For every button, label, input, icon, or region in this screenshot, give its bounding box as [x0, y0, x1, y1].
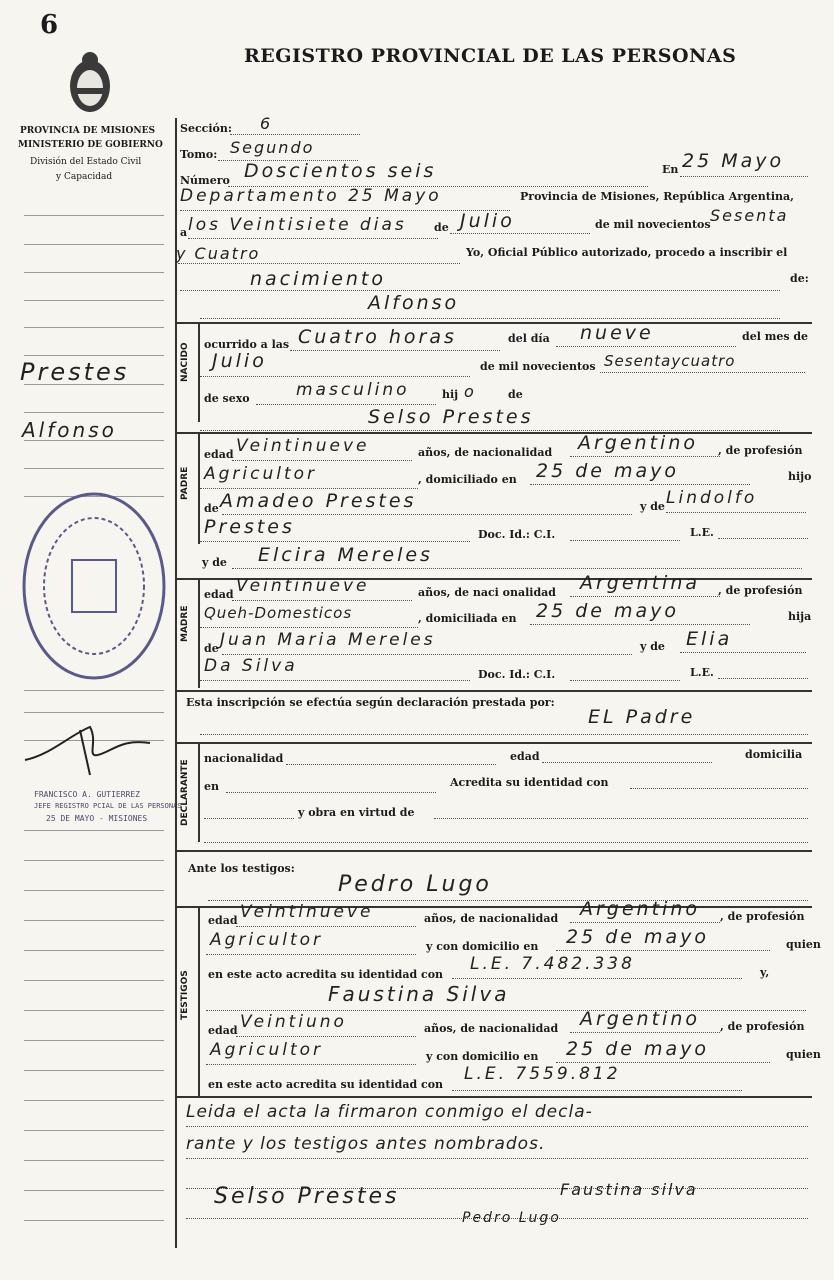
- firma-padre: Selso Prestes: [214, 1184, 400, 1209]
- padre-le-label: L.E.: [690, 526, 714, 539]
- t2-prof-value: Agricultor: [210, 1040, 324, 1060]
- madre-edad-label: edad: [204, 588, 234, 601]
- de-label: de: [434, 221, 449, 234]
- madre-nac-label: años, de naci onalidad: [418, 586, 556, 599]
- madre-prof-label: , de profesión: [718, 584, 803, 597]
- del-mes-label: del mes de: [742, 330, 809, 343]
- madre-value: Elcira Mereles: [258, 544, 433, 566]
- madre-de-label: de: [204, 642, 219, 655]
- madre-padre-value: Juan Maria Mereles: [220, 630, 436, 650]
- lectura-line-1: Leida el acta la firmaron conmigo el decla-: [186, 1102, 593, 1122]
- t1-dom-value: 25 de mayo: [566, 926, 710, 948]
- firma-testigo-1: Pedro Lugo: [462, 1210, 561, 1226]
- padre-nac-value: Argentino: [578, 432, 698, 454]
- t2-prof-label: , de profesión: [720, 1020, 805, 1033]
- madre-dom-label: , domiciliada en: [418, 612, 517, 625]
- madre-dom-value: 25 de mayo: [536, 600, 680, 622]
- section-label-nacido: NACIDO: [180, 342, 190, 382]
- t1-nac-label: años, de nacionalidad: [424, 912, 559, 925]
- ocurrido-label: ocurrido a las: [204, 338, 290, 351]
- ministry-label: MINISTERIO DE GOBIERNO: [18, 140, 163, 150]
- t2-edad-label: edad: [208, 1024, 238, 1037]
- padre-madre-value: Lindolfo: [666, 488, 758, 508]
- padre-hijo-label: hijo: [788, 470, 812, 483]
- sexo-label: de sexo: [204, 392, 250, 405]
- t2-nac-label: años, de nacionalidad: [424, 1022, 559, 1035]
- t2-acredita-label: en este acto acredita su identidad con: [208, 1078, 444, 1091]
- acto-value: nacimiento: [250, 268, 387, 290]
- document-title: REGISTRO PROVINCIAL DE LAS PERSONAS: [244, 45, 737, 67]
- departamento-value: Departamento 25 Mayo: [180, 186, 442, 206]
- section-label-padre: PADRE: [180, 466, 190, 500]
- madre-doc-label: Doc. Id.: C.I.: [478, 668, 556, 681]
- en-declarante-label: en: [204, 780, 219, 793]
- lectura-line-2: rante y los testigos antes nombrados.: [186, 1134, 546, 1154]
- anio-b-value: y Cuatro: [176, 244, 261, 263]
- firma-testigo-2: Faustina silva: [560, 1180, 698, 1199]
- sexo-value: masculino: [296, 380, 410, 400]
- madre-y-de-label: y de: [202, 556, 227, 569]
- edad-declarante-label: edad: [510, 750, 540, 763]
- en-value: 25 Mayo: [682, 150, 785, 172]
- section-label-declarante: DECLARANTE: [180, 759, 190, 826]
- t1-nac-value: Argentino: [580, 898, 700, 920]
- province-label: PROVINCIA DE MISIONES: [20, 126, 155, 136]
- madre-y-de-label-2: y de: [640, 640, 665, 653]
- del-dia-label: del día: [508, 332, 550, 345]
- anio-a-value: Sesenta: [710, 206, 789, 225]
- padre-padre-value: Amadeo Prestes: [220, 490, 417, 512]
- t2-nac-value: Argentino: [580, 1008, 700, 1030]
- tomo-label: Tomo:: [180, 148, 218, 161]
- padre-prof-value: Agricultor: [204, 464, 318, 484]
- acredita-label: Acredita su identidad con: [450, 776, 609, 789]
- t1-edad-value: Veintinueve: [240, 902, 374, 922]
- testigo-1-value: Pedro Lugo: [338, 872, 492, 897]
- madre-hija-label: hija: [788, 610, 812, 623]
- hijo-label: hij: [442, 388, 459, 401]
- madre-madre-2-value: Da Silva: [204, 656, 298, 676]
- mes-value: Julio: [460, 210, 515, 232]
- t1-prof-value: Agricultor: [210, 930, 324, 950]
- padre-nac-label: años, de nacionalidad: [418, 446, 553, 459]
- ante-testigos-label: Ante los testigos:: [188, 862, 295, 875]
- a-label: a: [180, 226, 188, 239]
- margin-firstname: Alfonso: [22, 418, 117, 442]
- padre-y-de-label: y de: [640, 500, 665, 513]
- t1-acredita-label: en este acto acredita su identidad con: [208, 968, 444, 981]
- t2-quien-label: quien: [786, 1048, 821, 1061]
- t2-edad-value: Veintiuno: [240, 1012, 347, 1032]
- dia-value: nueve: [580, 322, 654, 344]
- domicilia-label: domicilia: [745, 748, 803, 761]
- t2-doc-value: L.E. 7559.812: [464, 1064, 621, 1084]
- declarante-value: EL Padre: [588, 706, 696, 728]
- hora-value: Cuatro horas: [298, 326, 457, 348]
- madre-le-label: L.E.: [690, 666, 714, 679]
- official-signature-icon: [20, 715, 160, 785]
- en-label: En: [662, 163, 679, 176]
- nombre-value: Alfonso: [368, 292, 460, 314]
- numero-value: Doscientos seis: [244, 160, 437, 182]
- padre-value: Selso Prestes: [368, 406, 534, 428]
- t2-dom-label: y con domicilio en: [426, 1050, 539, 1063]
- t1-dom-label: y con domicilio en: [426, 940, 539, 953]
- tomo-value: Segundo: [230, 138, 315, 157]
- numero-label: Número: [180, 174, 230, 187]
- t1-quien-label: quien: [786, 938, 821, 951]
- madre-prof-value: Queh-Domesticos: [204, 604, 353, 622]
- mes-nac-value: Julio: [212, 350, 267, 372]
- seccion-value: 6: [260, 114, 273, 133]
- t2-dom-value: 25 de mayo: [566, 1038, 710, 1060]
- page-number: 6: [40, 10, 59, 40]
- official-title: JEFE REGISTRO PCIAL DE LAS PERSONAS: [34, 802, 182, 810]
- section-label-madre: MADRE: [180, 605, 190, 642]
- section-label-testigos: TESTIGOS: [180, 970, 190, 1020]
- division-label: División del Estado Civil: [30, 157, 142, 167]
- hijo-suffix-value: o: [464, 382, 476, 401]
- t1-prof-label: , de profesión: [720, 910, 805, 923]
- obra-label: y obra en virtud de: [298, 806, 415, 819]
- padre-madre-2-value: Prestes: [204, 516, 295, 538]
- padre-prof-label: , de profesión: [718, 444, 803, 457]
- margin-surname: Prestes: [20, 358, 130, 386]
- dias-value: los Veintisiete dias: [188, 215, 407, 235]
- mil-novecientos-label: de mil novecientos: [595, 218, 711, 231]
- padre-edad-label: edad: [204, 448, 234, 461]
- t1-edad-label: edad: [208, 914, 238, 927]
- coat-of-arms-icon: [64, 46, 116, 118]
- testigo-2-value: Faustina Silva: [328, 982, 510, 1006]
- madre-madre-value: Elia: [686, 628, 733, 650]
- nacionalidad-label: nacionalidad: [204, 752, 284, 765]
- madre-nac-value: Argentina: [580, 572, 701, 594]
- seccion-label: Sección:: [180, 122, 232, 135]
- registry-stamp-icon: [20, 490, 170, 685]
- t1-doc-value: L.E. 7.482.338: [470, 954, 635, 974]
- provincia-label: Provincia de Misiones, República Argentina,: [520, 190, 795, 203]
- padre-edad-value: Veintinueve: [236, 436, 370, 456]
- official-location: 25 DE MAYO - MISIONES: [46, 814, 148, 823]
- madre-edad-value: Veintinueve: [236, 576, 370, 596]
- official-name: FRANCISCO A. GUTIERREZ: [34, 790, 140, 799]
- capacity-label: y Capacidad: [56, 172, 113, 182]
- inscripcion-label: Esta inscripción se efectúa según declaración prestada por:: [186, 696, 555, 709]
- de-3-label: de: [508, 388, 523, 401]
- padre-dom-label: , domiciliado en: [418, 473, 517, 486]
- yo-label: Yo, Oficial Público autorizado, procedo a inscribir el: [466, 246, 788, 259]
- mil-novecientos-2-label: de mil novecientos: [480, 360, 596, 373]
- t1-y-label: y,: [760, 966, 770, 979]
- padre-dom-value: 25 de mayo: [536, 460, 680, 482]
- anio-nac-value: Sesentaycuatro: [604, 352, 736, 370]
- de-colon-label: de:: [790, 272, 809, 285]
- padre-de-label: de: [204, 502, 219, 515]
- padre-doc-label: Doc. Id.: C.I.: [478, 528, 556, 541]
